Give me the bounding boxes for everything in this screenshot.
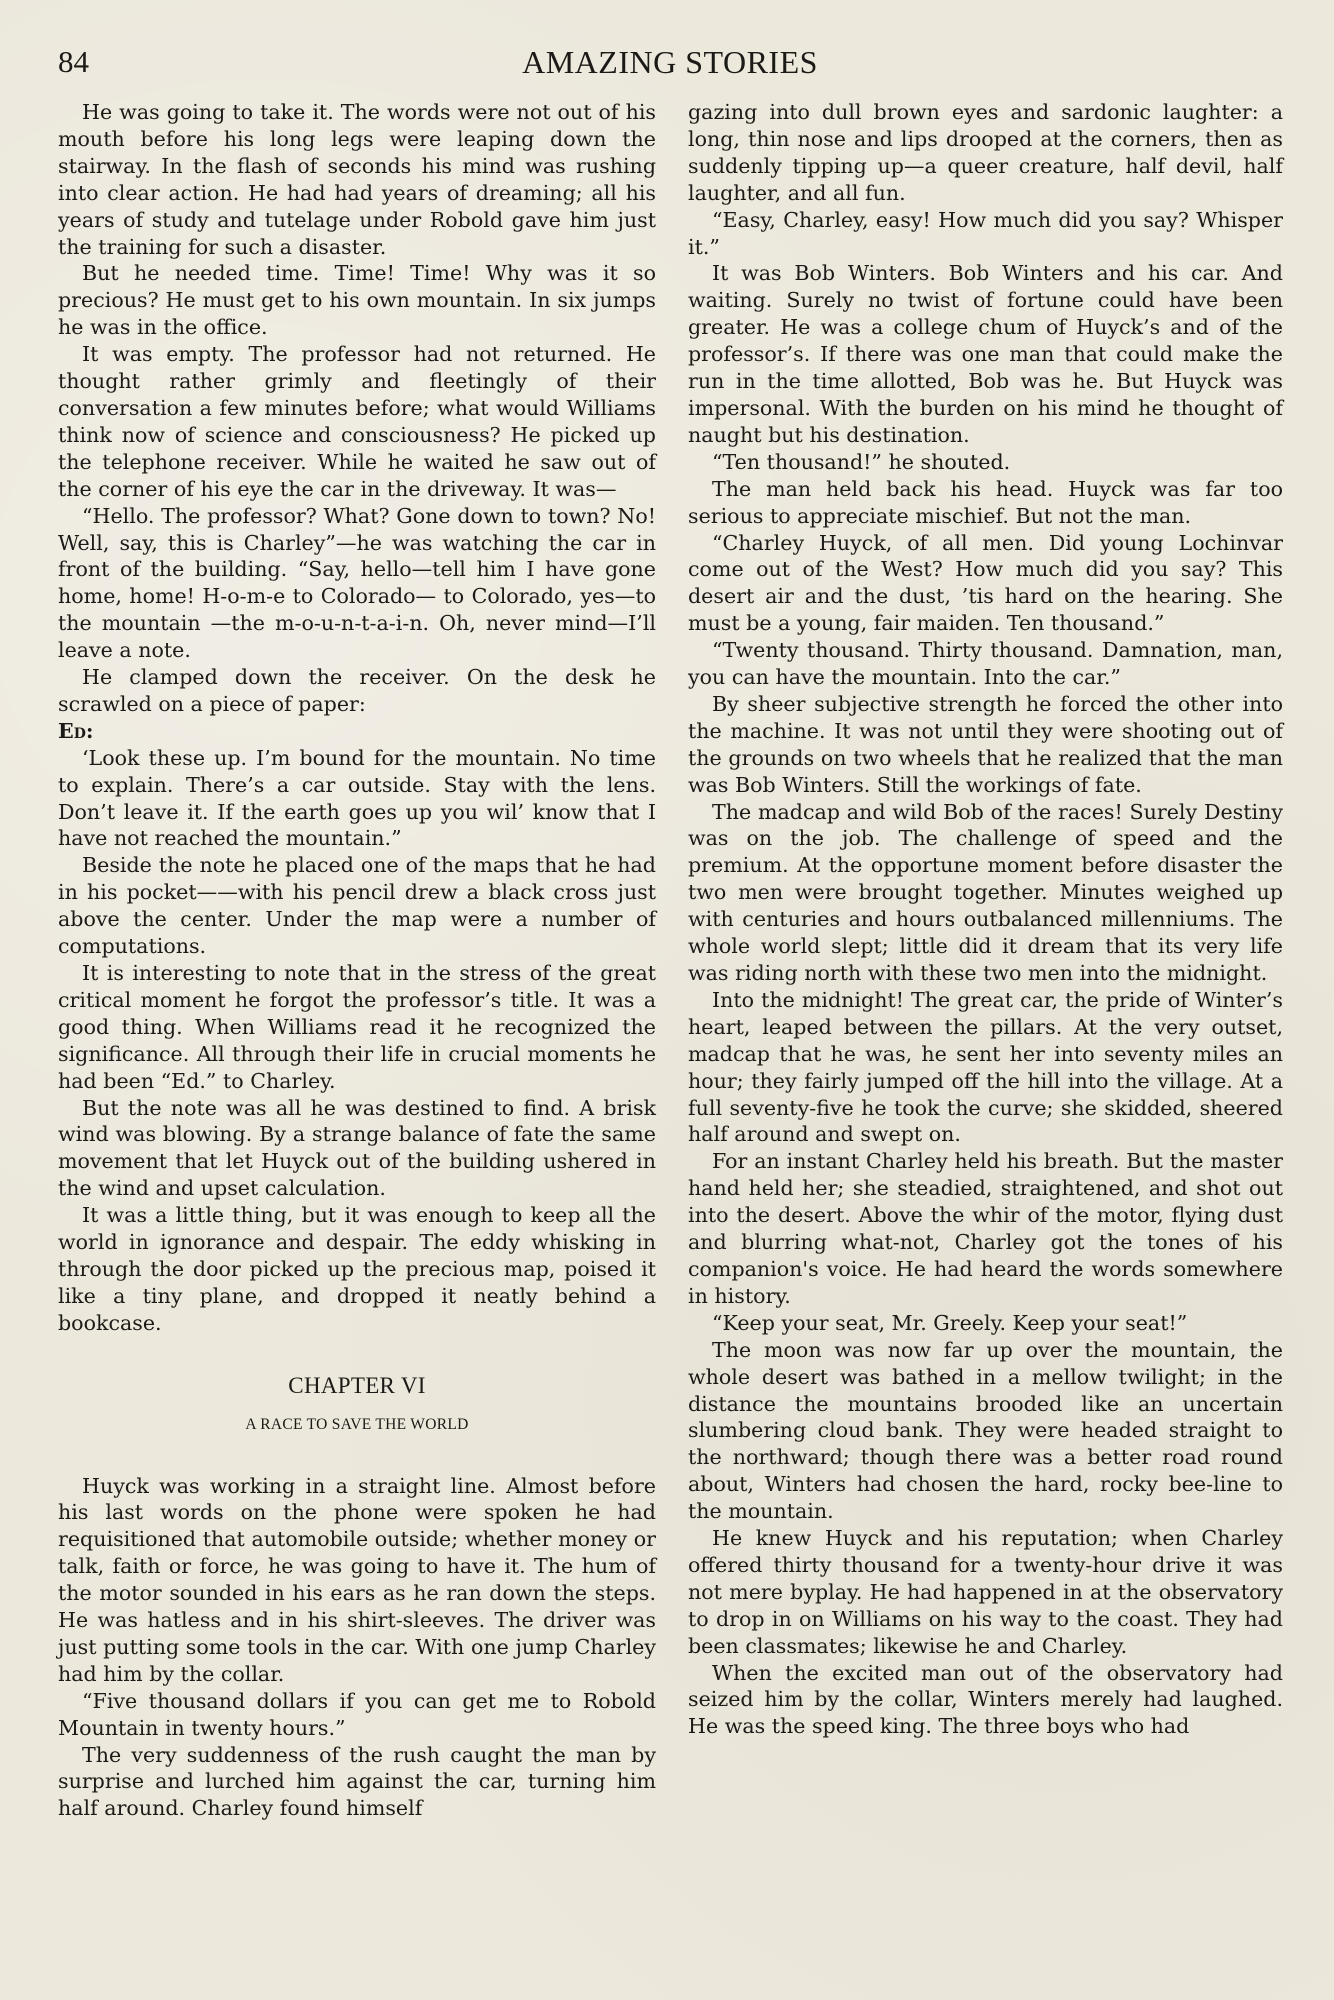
paragraph: He was going to take it. The words were not out of his mouth before his long legs were leaping down the stairway. In the flash of seconds his mind was rushing into clear action. He had had years of dreaming; all his years of study and tutelage under Robold gave him just the training for such a disaster.	[58, 100, 656, 259]
paragraph: “Twenty thousand. Thirty thousand. Damnation, man, you can have the mountain. Into the car.”	[688, 638, 1283, 690]
paragraph: For an instant Charley held his breath. But the master hand held her; she steadied, straightened, and shot out into the desert. Above the whir of the motor, flying dust and blurring what-not, Charley got the tones of his companion's voice. He had heard the words somewhere in history.	[688, 1149, 1283, 1308]
paragraph: “Ten thousand!” he shouted.	[712, 449, 1011, 474]
paragraph: Into the midnight! The great car, the pride of Winter’s heart, leaped between the pillars. At the very outset, madcap that he was, he sent her into seventy miles an hour; they fairly jumped off the hill into the village. At a full seventy-five he took the curve; she skidded, sheered half around and swept on.	[688, 987, 1283, 1147]
paragraph: He clamped down the receiver. On the desk he scrawled on a piece of paper:	[58, 665, 656, 716]
paragraph: The man held back his head. Huyck was far too serious to appreciate mischief. But not the man.	[688, 476, 1283, 528]
continued-paragraph: gazing into dull brown eyes and sardonic laughter: a long, thin nose and lips drooped at the corners, then as suddenly tipping up—a queer creature, half devil, half laughter, and all fun.	[688, 100, 1283, 205]
paragraph: ‘Look these up. I’m bound for the mountain. No time to explain. There’s a car outside. Stay with the lens. Don’t leave it. If the earth goes up you wil’ know that I have not reached the mountain.”	[58, 745, 656, 851]
paragraph: Huyck was working in a straight line. Almost before his last words on the phone were spoken he had requisitioned that automobile outside; whether money or talk, faith or force, he was going to have it. The hum of the motor sounded in his ears as he ran down the steps. He was hatless and in his shirt-sleeves. The driver was just putting some tools in the car. With one jump Charley had him by the collar.	[58, 1473, 656, 1686]
paragraph: It was a little thing, but it was enough to keep all the world in ignorance and despair. The eddy whisking in through the door picked up the precious map, poised it like a tiny plane, and dropped it neatly behind a bookcase.	[58, 1203, 656, 1335]
paragraph: Beside the note he placed one of the maps that he had in his pocket——with his pencil drew a black cross just above the center. Under the map were a number of computations.	[58, 853, 656, 959]
paragraph: “Five thousand dollars if you can get me to Robold Mountain in twenty hours.”	[58, 1688, 656, 1740]
paragraph: “Hello. The professor? What? Gone down to town? No! Well, say, this is Charley”—he was watching the car in front of the building. “Say, hello—tell him I have gone home, home! H-o-m-e to Colorado— to Colorado, yes—to the mountain —the m-o-u-n-t-a-i-n. Oh, never mind—I’ll leave a note.	[58, 503, 656, 663]
paragraph: By sheer subjective strength he forced the other into the machine. It was not until they were shooting out of the grounds on two wheels that he realized that the man was Bob Winters. Still the workings of fate.	[688, 691, 1283, 797]
paragraph: The very suddenness of the rush caught the man by surprise and lurched him against the car, turning him half around. Charley found himself	[58, 1742, 656, 1821]
paragraph: “Keep your seat, Mr. Greely. Keep your seat!”	[712, 1310, 1188, 1335]
magazine-title: AMAZING STORIES	[522, 44, 818, 80]
paragraph: It was Bob Winters. Bob Winters and his car. And waiting. Surely no twist of fortune could have been greater. He was a college chum of Huyck’s and of the professor’s. If there was one man that could make the run in the time allotted, Bob was he. But Huyck was impersonal. With the burden on his mind he thought of naught but his destination.	[688, 261, 1283, 447]
paragraph: It was empty. The professor had not returned. He thought rather grimly and fleetingly of their conversation a few minutes before; what would Williams think now of science and consciousness? He picked up the telephone receiver. While he waited he saw out of the corner of his eye the car in the driveway. It was—	[58, 342, 656, 501]
paragraph: When the excited man out of the observatory had seized him by the collar, Winters merely had laughed. He was the speed king. The three boys who had	[688, 1660, 1283, 1739]
paragraph: “Easy, Charley, easy! How much did you say? Whisper it.”	[688, 207, 1283, 259]
paragraph: “Charley Huyck, of all men. Did young Lochinvar come out of the West? How much did you say? This desert air and the dust, ’tis hard on the hearing. She must be a young, fair maiden. Ten thousand.”	[688, 530, 1283, 636]
paragraph: But the note was all he was destined to find. A brisk wind was blowing. By a strange balance of fate the same movement that let Huyck out of the building ushered in the wind and upset calculation.	[58, 1095, 656, 1201]
running-header	[58, 44, 1282, 84]
chapter-subtitle: A RACE TO SAVE THE WORLD	[245, 1415, 469, 1433]
note-salutation: Ed:	[58, 718, 94, 743]
paragraph: The moon was now far up over the mountain, the whole desert was bathed in a mellow twilight; in the distance the mountains brooded like an uncertain slumbering cloud bank. They were headed straight to the northward; though there was a better road round about, Winters had chosen the hard, rocky bee-line to the mountain.	[688, 1337, 1283, 1524]
right-column	[688, 99, 1283, 1740]
paragraph: It is interesting to note that in the stress of the great critical moment he forgot the professor’s title. It was a good thing. When Williams read it he recognized the significance. All through their life in crucial moments he had been “Ed.” to Charley.	[58, 961, 656, 1093]
page-number: 84	[58, 44, 89, 79]
chapter-title: CHAPTER VI	[288, 1372, 426, 1398]
paragraph: The madcap and wild Bob of the races! Surely Destiny was on the job. The challenge of speed and the premium. At the opportune moment before disaster the two men were brought together. Minutes weighed up with centuries and hours outbalanced millenniums. The whole world slept; little did it dream that its very life was riding north with these two men into the midnight.	[688, 799, 1283, 985]
paragraph: But he needed time. Time! Time! Why was it so precious? He must get to his own mountain. In six jumps he was in the office.	[58, 261, 656, 340]
left-column	[58, 99, 656, 1822]
paragraph: He knew Huyck and his reputation; when Charley offered thirty thousand for a twenty-hour drive it was not mere byplay. He had happened in at the observatory to drop in on Williams on his way to the coast. They had been classmates; likewise he and Charley.	[688, 1526, 1283, 1658]
